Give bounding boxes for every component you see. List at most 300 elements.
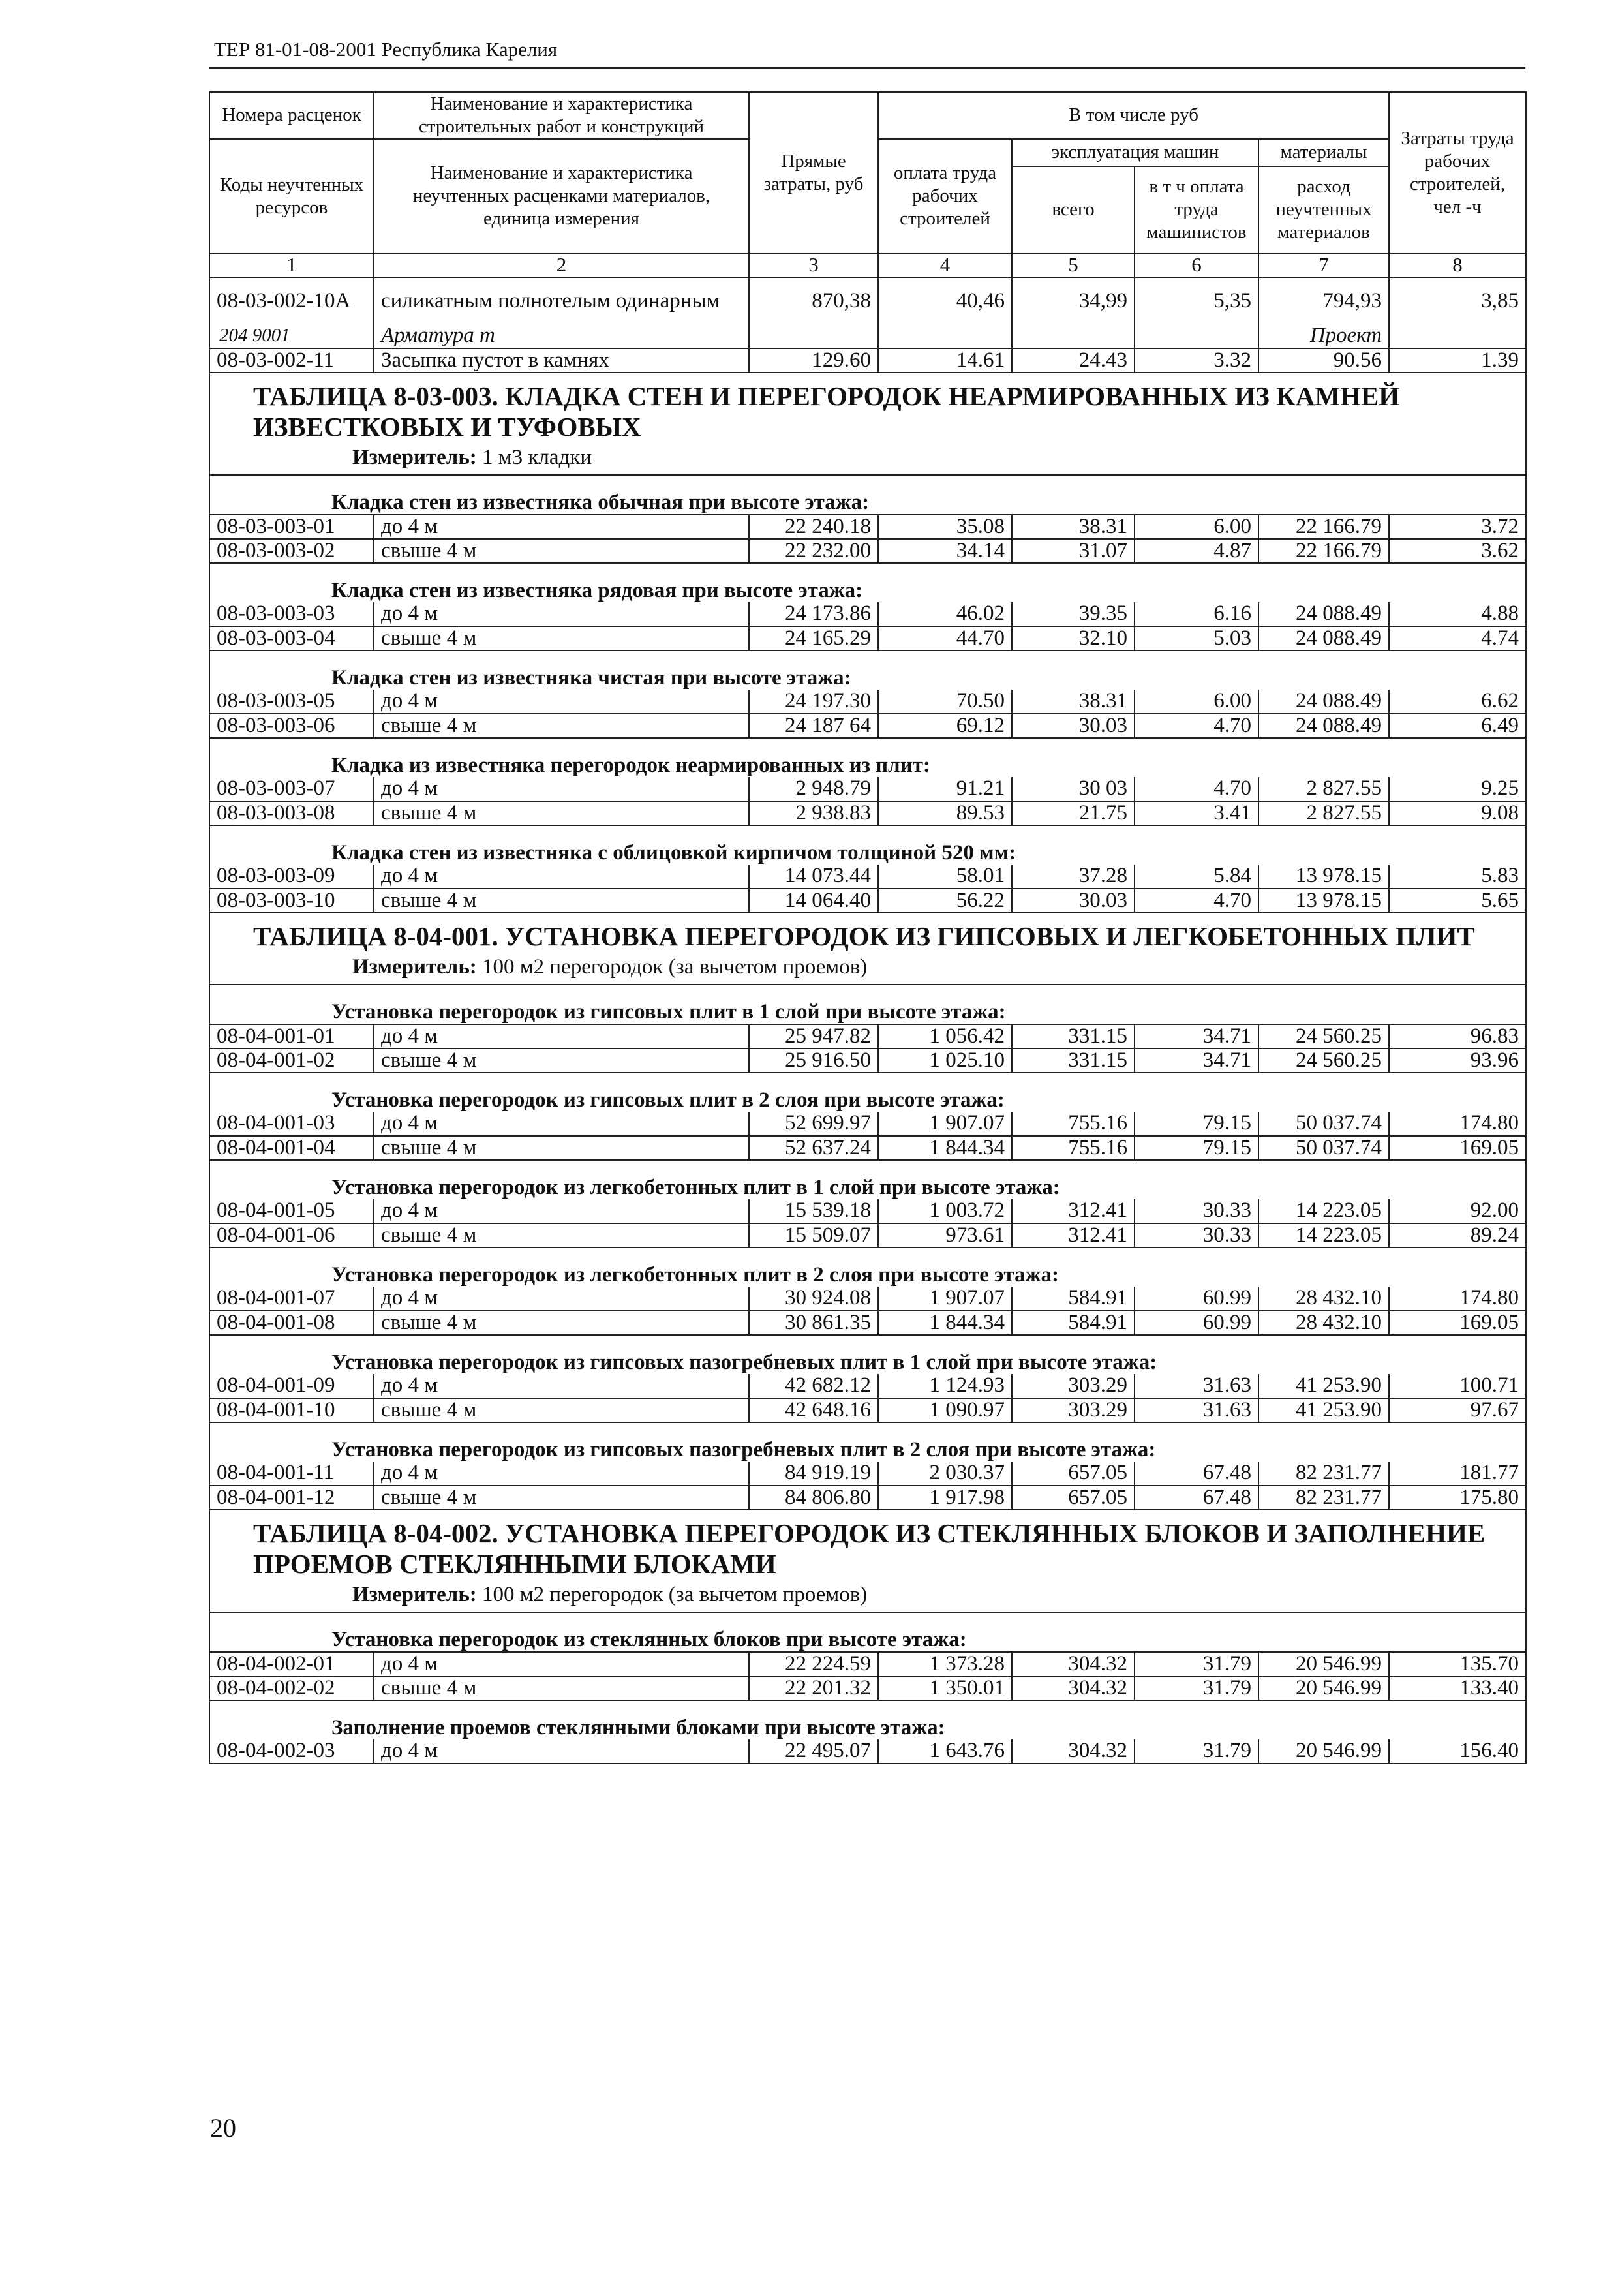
work-name: до 4 м <box>374 1374 749 1398</box>
table-row <box>209 626 1526 651</box>
rate-code: 08-04-002-03 <box>209 1739 374 1764</box>
machines-total: 39.35 <box>1012 602 1135 626</box>
operator-pay: 4.70 <box>1135 714 1258 738</box>
machines-total: 755.16 <box>1012 1136 1135 1160</box>
work-name: свыше 4 м <box>374 1486 749 1510</box>
labor-pay: 14.61 <box>878 348 1012 373</box>
labor-pay: 1 090.97 <box>878 1398 1012 1422</box>
labor-hours: 100.71 <box>1389 1374 1526 1398</box>
rate-code: 08-03-003-09 <box>209 865 374 889</box>
rate-code: 08-03-002-11 <box>209 348 374 373</box>
col-header-material-consumption: расход неучтенных материалов <box>1258 166 1389 254</box>
operator-pay: 67.48 <box>1135 1462 1258 1486</box>
table-row <box>209 324 1526 348</box>
labor-pay: 58.01 <box>878 865 1012 889</box>
resource-code: 204 9001 <box>209 324 374 348</box>
table-row <box>209 690 1526 714</box>
measure-label: Измеритель: <box>352 1582 477 1606</box>
machines-total: 657.05 <box>1012 1486 1135 1510</box>
table-row <box>209 1049 1526 1073</box>
direct-cost: 42 682.12 <box>749 1374 878 1398</box>
direct-cost: 25 916.50 <box>749 1049 878 1073</box>
measure-label: Измеритель: <box>352 955 477 979</box>
direct-cost: 22 240.18 <box>749 515 878 539</box>
section-heading: Установка перегородок из гипсовых пазогребневых плит в 2 слоя при высоте этажа: <box>209 1422 1526 1462</box>
machines-total: 32.10 <box>1012 626 1135 651</box>
materials-cost: 2 827.55 <box>1258 801 1389 825</box>
rate-code: 08-03-003-04 <box>209 626 374 651</box>
table-row <box>209 515 1526 539</box>
rate-code: 08-04-001-03 <box>209 1112 374 1136</box>
machines-total: 304.32 <box>1012 1739 1135 1764</box>
work-name: до 4 м <box>374 602 749 626</box>
col-header-material-name: Наименование и характеристика неучтенных расценками материалов, единица измерения <box>374 139 749 254</box>
materials-cost: 20 546.99 <box>1258 1652 1389 1676</box>
labor-pay: 1 025.10 <box>878 1049 1012 1073</box>
operator-pay: 79.15 <box>1135 1112 1258 1136</box>
materials-cost: 14 223.05 <box>1258 1199 1389 1223</box>
measure-cell <box>209 1580 1526 1612</box>
work-name: свыше 4 м <box>374 714 749 738</box>
table-row <box>209 539 1526 563</box>
machines-total: 312.41 <box>1012 1199 1135 1223</box>
rates-table <box>209 91 1527 1764</box>
measure-value: 1 м3 кладки <box>482 445 592 469</box>
direct-cost: 84 806.80 <box>749 1486 878 1510</box>
col-header-operator-pay: в т ч оплата труда машинистов <box>1135 166 1258 254</box>
column-numbers-row <box>209 254 1526 277</box>
operator-pay: 5.84 <box>1135 865 1258 889</box>
materials-cost: 24 088.49 <box>1258 690 1389 714</box>
labor-hours: 174.80 <box>1389 1287 1526 1311</box>
table-row <box>209 1223 1526 1247</box>
work-name: до 4 м <box>374 1199 749 1223</box>
machines-total: 38.31 <box>1012 690 1135 714</box>
column-number: 7 <box>1258 254 1389 277</box>
rate-code: 08-04-002-02 <box>209 1676 374 1700</box>
table-row <box>209 1398 1526 1422</box>
section-heading-row <box>209 985 1526 1024</box>
section-heading: Установка перегородок из гипсовых пазогребневых плит в 1 слой при высоте этажа: <box>209 1335 1526 1374</box>
section-heading-row <box>209 1247 1526 1287</box>
labor-pay: 1 373.28 <box>878 1652 1012 1676</box>
direct-cost: 42 648.16 <box>749 1398 878 1422</box>
work-name: свыше 4 м <box>374 1676 749 1700</box>
column-number: 3 <box>749 254 878 277</box>
work-name: Засыпка пустот в камнях <box>374 348 749 373</box>
machines-total: 24.43 <box>1012 348 1135 373</box>
col-header-labor-hours: Затраты труда рабочих строителей, чел -ч <box>1389 92 1526 254</box>
work-name: до 4 м <box>374 1652 749 1676</box>
materials-cost: 14 223.05 <box>1258 1223 1389 1247</box>
direct-cost: 15 539.18 <box>749 1199 878 1223</box>
work-name: до 4 м <box>374 777 749 801</box>
labor-pay: 1 056.42 <box>878 1024 1012 1049</box>
table-row <box>209 1136 1526 1160</box>
rate-code: 08-04-001-08 <box>209 1311 374 1335</box>
table-title-row <box>209 1510 1526 1580</box>
operator-pay: 31.63 <box>1135 1374 1258 1398</box>
col-header-machines-group: эксплуатация машин <box>1012 139 1258 166</box>
section-heading-row <box>209 1612 1526 1652</box>
section-heading: Установка перегородок из гипсовых плит в 2 слоя при высоте этажа: <box>209 1073 1526 1112</box>
materials-cost: 41 253.90 <box>1258 1398 1389 1422</box>
rate-code: 08-03-003-02 <box>209 539 374 563</box>
table-row <box>209 1287 1526 1311</box>
operator-pay: 30.33 <box>1135 1199 1258 1223</box>
materials-cost: 24 088.49 <box>1258 714 1389 738</box>
section-heading: Заполнение проемов стеклянными блоками при высоте этажа: <box>209 1700 1526 1739</box>
labor-hours: 9.08 <box>1389 801 1526 825</box>
direct-cost: 24 165.29 <box>749 626 878 651</box>
materials-cost: 50 037.74 <box>1258 1136 1389 1160</box>
measure-row <box>209 1580 1526 1612</box>
labor-hours: 135.70 <box>1389 1652 1526 1676</box>
measure-row <box>209 442 1526 475</box>
table-title: ТАБЛИЦА 8-04-002. УСТАНОВКА ПЕРЕГОРОДОК ИЗ СТЕКЛЯННЫХ БЛОКОВ И ЗАПОЛНЕНИЕ ПРОЕМОВ СТЕКЛЯННЫМИ БЛОКАМИ <box>209 1510 1526 1580</box>
section-heading-row <box>209 738 1526 777</box>
direct-cost: 15 509.07 <box>749 1223 878 1247</box>
direct-cost: 24 173.86 <box>749 602 878 626</box>
rate-code: 08-04-001-06 <box>209 1223 374 1247</box>
labor-pay: 56.22 <box>878 889 1012 913</box>
direct-cost: 22 232.00 <box>749 539 878 563</box>
work-name: до 4 м <box>374 1024 749 1049</box>
direct-cost <box>749 324 878 348</box>
rate-code: 08-03-003-05 <box>209 690 374 714</box>
labor-hours: 4.88 <box>1389 602 1526 626</box>
labor-hours: 96.83 <box>1389 1024 1526 1049</box>
work-name: свыше 4 м <box>374 1136 749 1160</box>
operator-pay: 31.63 <box>1135 1398 1258 1422</box>
table-title: ТАБЛИЦА 8-04-001. УСТАНОВКА ПЕРЕГОРОДОК ИЗ ГИПСОВЫХ И ЛЕГКОБЕТОННЫХ ПЛИТ <box>209 913 1526 952</box>
labor-hours: 156.40 <box>1389 1739 1526 1764</box>
section-heading-row <box>209 651 1526 690</box>
measure-cell <box>209 952 1526 985</box>
col-header-materials-group: материалы <box>1258 139 1389 166</box>
section-heading-row <box>209 1422 1526 1462</box>
operator-pay: 6.00 <box>1135 515 1258 539</box>
machines-total: 303.29 <box>1012 1398 1135 1422</box>
direct-cost: 25 947.82 <box>749 1024 878 1049</box>
table-row <box>209 801 1526 825</box>
labor-pay: 69.12 <box>878 714 1012 738</box>
running-header: ТЕР 81-01-08-2001 Республика Карелия <box>214 38 558 61</box>
table-row <box>209 777 1526 801</box>
operator-pay: 67.48 <box>1135 1486 1258 1510</box>
section-heading: Кладка стен из известняка обычная при высоте этажа: <box>209 475 1526 515</box>
labor-pay: 46.02 <box>878 602 1012 626</box>
machines-total: 34,99 <box>1012 277 1135 324</box>
operator-pay: 31.79 <box>1135 1676 1258 1700</box>
labor-hours: 6.62 <box>1389 690 1526 714</box>
materials-cost: 90.56 <box>1258 348 1389 373</box>
machines-total: 304.32 <box>1012 1652 1135 1676</box>
section-heading: Установка перегородок из легкобетонных плит в 1 слой при высоте этажа: <box>209 1160 1526 1199</box>
machines-total: 21.75 <box>1012 801 1135 825</box>
col-header-work-name: Наименование и характеристика строительных работ и конструкций <box>374 92 749 139</box>
materials-cost: 794,93 <box>1258 277 1389 324</box>
labor-hours: 89.24 <box>1389 1223 1526 1247</box>
section-heading: Кладка из известняка перегородок неармированных из плит: <box>209 738 1526 777</box>
operator-pay: 79.15 <box>1135 1136 1258 1160</box>
header-rule <box>209 67 1525 69</box>
operator-pay: 5.03 <box>1135 626 1258 651</box>
labor-pay: 34.14 <box>878 539 1012 563</box>
labor-pay: 1 003.72 <box>878 1199 1012 1223</box>
measure-row <box>209 952 1526 985</box>
rate-code: 08-04-001-05 <box>209 1199 374 1223</box>
machines-total: 303.29 <box>1012 1374 1135 1398</box>
table-row <box>209 865 1526 889</box>
materials-cost: 82 231.77 <box>1258 1486 1389 1510</box>
table-row <box>209 714 1526 738</box>
work-name: до 4 м <box>374 690 749 714</box>
operator-pay: 6.00 <box>1135 690 1258 714</box>
labor-pay: 40,46 <box>878 277 1012 324</box>
machines-total: 312.41 <box>1012 1223 1135 1247</box>
work-name: свыше 4 м <box>374 1398 749 1422</box>
labor-pay: 2 030.37 <box>878 1462 1012 1486</box>
rate-code: 08-04-001-12 <box>209 1486 374 1510</box>
operator-pay: 31.79 <box>1135 1652 1258 1676</box>
machines-total <box>1012 324 1135 348</box>
section-heading: Кладка стен из известняка чистая при высоте этажа: <box>209 651 1526 690</box>
section-heading-row <box>209 825 1526 865</box>
direct-cost: 2 948.79 <box>749 777 878 801</box>
machines-total: 38.31 <box>1012 515 1135 539</box>
rate-code: 08-03-003-06 <box>209 714 374 738</box>
measure-value: 100 м2 перегородок (за вычетом проемов) <box>482 1582 868 1606</box>
operator-pay: 3.32 <box>1135 348 1258 373</box>
direct-cost: 52 637.24 <box>749 1136 878 1160</box>
labor-pay: 70.50 <box>878 690 1012 714</box>
section-heading: Кладка стен из известняка с облицовкой кирпичом толщиной 520 мм: <box>209 825 1526 865</box>
col-header-including-group: В том числе руб <box>878 92 1389 139</box>
direct-cost: 52 699.97 <box>749 1112 878 1136</box>
labor-hours: 133.40 <box>1389 1676 1526 1700</box>
operator-pay: 6.16 <box>1135 602 1258 626</box>
labor-pay <box>878 324 1012 348</box>
measure-value: 100 м2 перегородок (за вычетом проемов) <box>482 955 868 979</box>
labor-pay: 1 643.76 <box>878 1739 1012 1764</box>
section-heading-row <box>209 1335 1526 1374</box>
section-heading-row <box>209 1073 1526 1112</box>
operator-pay: 30.33 <box>1135 1223 1258 1247</box>
table-title: ТАБЛИЦА 8-03-003. КЛАДКА СТЕН И ПЕРЕГОРОДОК НЕАРМИРОВАННЫХ ИЗ КАМНЕЙ ИЗВЕСТКОВЫХ И ТУФОВЫХ <box>209 373 1526 442</box>
labor-pay: 1 917.98 <box>878 1486 1012 1510</box>
direct-cost: 30 861.35 <box>749 1311 878 1335</box>
operator-pay: 4.70 <box>1135 777 1258 801</box>
materials-cost: 20 546.99 <box>1258 1676 1389 1700</box>
column-number: 1 <box>209 254 374 277</box>
machines-total: 30 03 <box>1012 777 1135 801</box>
table-row <box>209 889 1526 913</box>
work-name: до 4 м <box>374 515 749 539</box>
materials-cost: 2 827.55 <box>1258 777 1389 801</box>
table-row <box>209 277 1526 324</box>
section-heading-row <box>209 563 1526 602</box>
machines-total: 755.16 <box>1012 1112 1135 1136</box>
rate-code: 08-03-003-08 <box>209 801 374 825</box>
direct-cost: 14 073.44 <box>749 865 878 889</box>
labor-hours: 3,85 <box>1389 277 1526 324</box>
column-number: 2 <box>374 254 749 277</box>
measure-label: Измеритель: <box>352 445 477 469</box>
column-number: 6 <box>1135 254 1258 277</box>
rate-code: 08-04-001-10 <box>209 1398 374 1422</box>
materials-cost: 13 978.15 <box>1258 889 1389 913</box>
labor-pay: 44.70 <box>878 626 1012 651</box>
rate-code: 08-03-003-07 <box>209 777 374 801</box>
col-header-labor-pay: оплата труда рабочих строителей <box>878 139 1012 254</box>
labor-hours: 5.65 <box>1389 889 1526 913</box>
labor-hours: 97.67 <box>1389 1398 1526 1422</box>
work-name: свыше 4 м <box>374 626 749 651</box>
operator-pay: 4.87 <box>1135 539 1258 563</box>
direct-cost: 14 064.40 <box>749 889 878 913</box>
materials-cost: 50 037.74 <box>1258 1112 1389 1136</box>
operator-pay: 5,35 <box>1135 277 1258 324</box>
table-row <box>209 1112 1526 1136</box>
materials-cost: Проект <box>1258 324 1389 348</box>
labor-hours: 4.74 <box>1389 626 1526 651</box>
col-header-machines-total: всего <box>1012 166 1135 254</box>
section-heading-row <box>209 1700 1526 1739</box>
section-heading: Установка перегородок из легкобетонных плит в 2 слоя при высоте этажа: <box>209 1247 1526 1287</box>
column-number: 8 <box>1389 254 1526 277</box>
resource-name: Арматура т <box>374 324 749 348</box>
work-name: свыше 4 м <box>374 889 749 913</box>
table-row <box>209 1462 1526 1486</box>
labor-pay: 91.21 <box>878 777 1012 801</box>
rate-code: 08-03-003-10 <box>209 889 374 913</box>
direct-cost: 870,38 <box>749 277 878 324</box>
direct-cost: 22 224.59 <box>749 1652 878 1676</box>
machines-total: 304.32 <box>1012 1676 1135 1700</box>
page-number: 20 <box>210 2113 236 2143</box>
machines-total: 30.03 <box>1012 714 1135 738</box>
rate-code: 08-03-003-03 <box>209 602 374 626</box>
materials-cost: 41 253.90 <box>1258 1374 1389 1398</box>
machines-total: 30.03 <box>1012 889 1135 913</box>
work-name: до 4 м <box>374 865 749 889</box>
work-name: до 4 м <box>374 1287 749 1311</box>
direct-cost: 2 938.83 <box>749 801 878 825</box>
operator-pay: 31.79 <box>1135 1739 1258 1764</box>
work-name: силикатным полнотелым одинарным <box>374 277 749 324</box>
col-header-resource-codes: Коды неучтенных ресурсов <box>209 139 374 254</box>
operator-pay: 4.70 <box>1135 889 1258 913</box>
machines-total: 331.15 <box>1012 1024 1135 1049</box>
labor-hours: 3.62 <box>1389 539 1526 563</box>
operator-pay: 34.71 <box>1135 1049 1258 1073</box>
operator-pay: 34.71 <box>1135 1024 1258 1049</box>
labor-hours: 92.00 <box>1389 1199 1526 1223</box>
materials-cost: 24 088.49 <box>1258 602 1389 626</box>
labor-hours: 6.49 <box>1389 714 1526 738</box>
machines-total: 31.07 <box>1012 539 1135 563</box>
section-heading-row <box>209 1160 1526 1199</box>
direct-cost: 22 201.32 <box>749 1676 878 1700</box>
rate-code: 08-04-001-09 <box>209 1374 374 1398</box>
rate-code: 08-04-001-07 <box>209 1287 374 1311</box>
materials-cost: 82 231.77 <box>1258 1462 1389 1486</box>
labor-hours: 174.80 <box>1389 1112 1526 1136</box>
materials-cost: 28 432.10 <box>1258 1287 1389 1311</box>
operator-pay: 60.99 <box>1135 1311 1258 1335</box>
rate-code: 08-04-001-01 <box>209 1024 374 1049</box>
col-header-direct-cost: Прямые затраты, руб <box>749 92 878 254</box>
rate-code: 08-03-003-01 <box>209 515 374 539</box>
materials-cost: 20 546.99 <box>1258 1739 1389 1764</box>
direct-cost: 30 924.08 <box>749 1287 878 1311</box>
machines-total: 657.05 <box>1012 1462 1135 1486</box>
labor-hours: 175.80 <box>1389 1486 1526 1510</box>
labor-pay: 89.53 <box>878 801 1012 825</box>
table-row <box>209 602 1526 626</box>
labor-hours: 9.25 <box>1389 777 1526 801</box>
column-number: 4 <box>878 254 1012 277</box>
section-heading-row <box>209 475 1526 515</box>
work-name: свыше 4 м <box>374 539 749 563</box>
labor-hours: 181.77 <box>1389 1462 1526 1486</box>
direct-cost: 22 495.07 <box>749 1739 878 1764</box>
operator-pay: 3.41 <box>1135 801 1258 825</box>
table-row <box>209 1199 1526 1223</box>
section-heading: Установка перегородок из гипсовых плит в 1 слой при высоте этажа: <box>209 985 1526 1024</box>
table-row <box>209 1024 1526 1049</box>
table-row <box>209 1311 1526 1335</box>
direct-cost: 24 187 64 <box>749 714 878 738</box>
labor-hours: 169.05 <box>1389 1311 1526 1335</box>
labor-pay: 1 350.01 <box>878 1676 1012 1700</box>
table-title-row <box>209 913 1526 952</box>
table-row <box>209 1486 1526 1510</box>
table-title-row <box>209 373 1526 442</box>
work-name: до 4 м <box>374 1739 749 1764</box>
machines-total: 584.91 <box>1012 1311 1135 1335</box>
rate-code: 08-04-001-02 <box>209 1049 374 1073</box>
table-row <box>209 1739 1526 1764</box>
labor-hours: 3.72 <box>1389 515 1526 539</box>
materials-cost: 22 166.79 <box>1258 539 1389 563</box>
machines-total: 584.91 <box>1012 1287 1135 1311</box>
direct-cost: 84 919.19 <box>749 1462 878 1486</box>
column-number: 5 <box>1012 254 1135 277</box>
materials-cost: 13 978.15 <box>1258 865 1389 889</box>
labor-pay: 35.08 <box>878 515 1012 539</box>
labor-pay: 1 907.07 <box>878 1287 1012 1311</box>
labor-pay: 1 844.34 <box>878 1311 1012 1335</box>
operator-pay <box>1135 324 1258 348</box>
measure-cell <box>209 442 1526 475</box>
materials-cost: 28 432.10 <box>1258 1311 1389 1335</box>
work-name: свыше 4 м <box>374 1223 749 1247</box>
rate-code: 08-04-001-11 <box>209 1462 374 1486</box>
table-row <box>209 348 1526 373</box>
table-row <box>209 1374 1526 1398</box>
work-name: свыше 4 м <box>374 801 749 825</box>
operator-pay: 60.99 <box>1135 1287 1258 1311</box>
section-heading: Установка перегородок из стеклянных блоков при высоте этажа: <box>209 1612 1526 1652</box>
direct-cost: 129.60 <box>749 348 878 373</box>
table-row <box>209 1652 1526 1676</box>
col-header-rate-numbers: Номера расценок <box>209 92 374 139</box>
labor-hours: 93.96 <box>1389 1049 1526 1073</box>
rate-code: 08-04-002-01 <box>209 1652 374 1676</box>
labor-pay: 1 907.07 <box>878 1112 1012 1136</box>
